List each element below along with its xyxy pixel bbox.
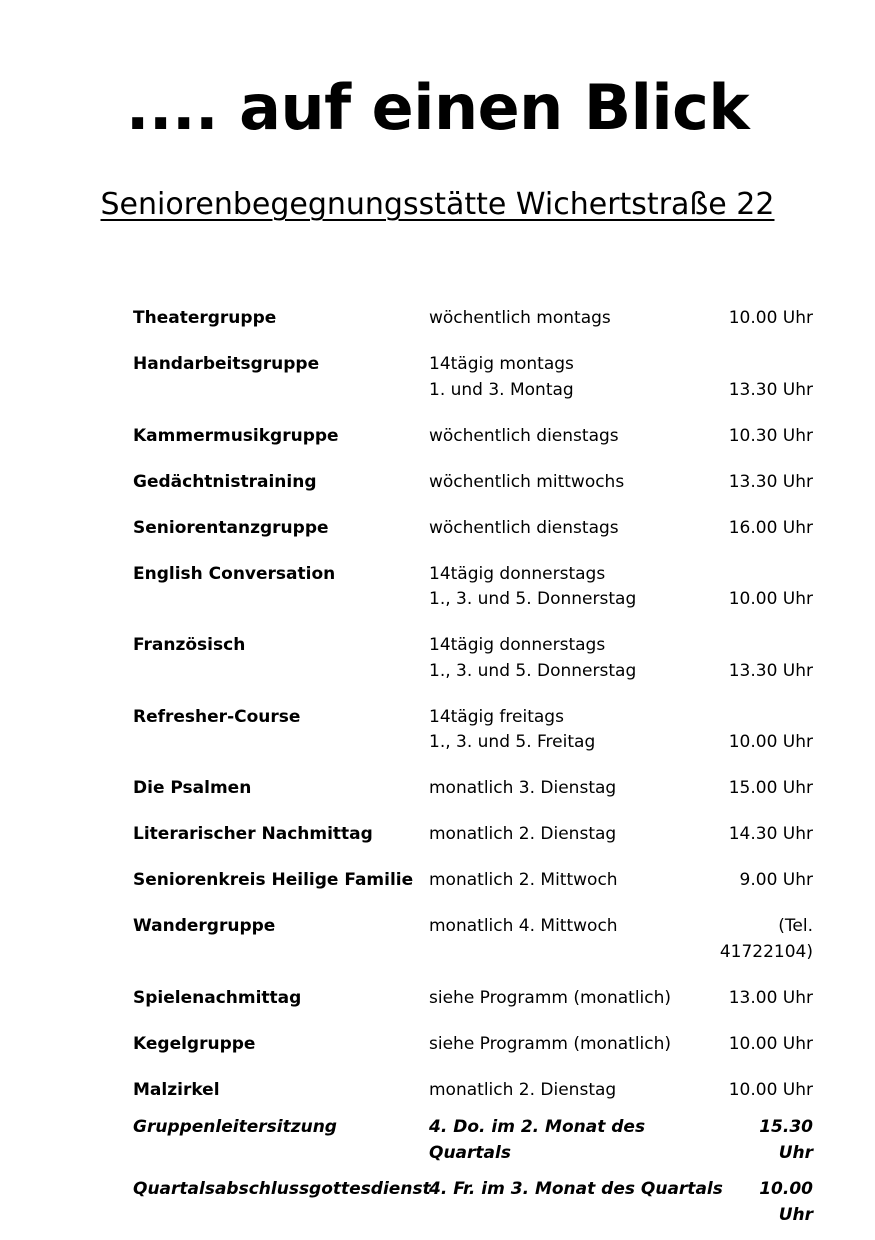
group-schedule bbox=[429, 633, 689, 684]
group-time: 10.00 Uhr bbox=[728, 1079, 813, 1100]
schedule-line: monatlich 3. Dienstag bbox=[429, 778, 617, 798]
group-name: Theatergruppe bbox=[133, 308, 277, 328]
group-name: Die Psalmen bbox=[133, 778, 252, 798]
group-time: 10.00 Uhr bbox=[728, 308, 813, 328]
schedule-line: siehe Programm (monatlich) bbox=[429, 987, 672, 1008]
group-row bbox=[133, 352, 813, 403]
schedule-line: wöchentlich mittwochs bbox=[429, 471, 625, 492]
schedule-line: monatlich 2. Dienstag bbox=[429, 824, 617, 844]
group-time: 10.00 Uhr bbox=[728, 1033, 813, 1054]
group-schedule bbox=[429, 776, 689, 802]
group-schedule bbox=[429, 306, 689, 332]
group-time: 13.30 Uhr bbox=[728, 660, 813, 681]
group-schedule bbox=[429, 562, 689, 613]
group-name: Gedächtnistraining bbox=[133, 471, 317, 492]
schedule-line: wöchentlich dienstags bbox=[429, 425, 619, 446]
group-schedule bbox=[429, 1032, 689, 1058]
page-title: .... auf einen Blick bbox=[125, 71, 750, 144]
group-row bbox=[133, 776, 813, 802]
schedule-line: 1., 3. und 5. Donnerstag bbox=[429, 589, 637, 609]
group-schedule bbox=[429, 914, 689, 965]
group-name: Kammermusikgruppe bbox=[133, 425, 339, 446]
special-event-name: Quartalsabschlussgottesdienst bbox=[133, 1179, 431, 1199]
group-name: Spielenachmittag bbox=[133, 987, 302, 1008]
special-event-name: Gruppenleitersitzung bbox=[133, 1117, 337, 1137]
group-name: Refresher-Course bbox=[133, 706, 301, 727]
venue-heading: Seniorenbegegnungsstätte Wichertstraße 22 bbox=[100, 187, 775, 222]
schedule-line: 14tägig donnerstags bbox=[429, 563, 606, 584]
group-schedule bbox=[429, 516, 689, 542]
schedule-line: 14tägig montags bbox=[429, 354, 574, 374]
group-row bbox=[133, 986, 813, 1012]
group-row bbox=[133, 562, 813, 613]
group-schedule bbox=[429, 1078, 689, 1104]
group-time: 10.00 Uhr bbox=[728, 732, 813, 752]
special-event-time: 15.30 Uhr bbox=[759, 1117, 813, 1163]
group-time: 14.30 Uhr bbox=[728, 824, 813, 844]
group-row bbox=[133, 914, 813, 965]
schedule-line: 1. und 3. Montag bbox=[429, 379, 574, 400]
group-schedule bbox=[429, 705, 689, 756]
group-schedule bbox=[429, 868, 689, 894]
group-row bbox=[133, 424, 813, 450]
group-schedule bbox=[429, 986, 689, 1012]
special-event-schedule: 4. Do. im 2. Monat des Quartals bbox=[429, 1117, 646, 1163]
group-time: 10.30 Uhr bbox=[728, 425, 813, 446]
special-event-time: 10.00 Uhr bbox=[759, 1179, 813, 1225]
special-events-list bbox=[133, 1114, 813, 1228]
group-row bbox=[133, 1032, 813, 1058]
schedule-line: monatlich 4. Mittwoch bbox=[429, 916, 618, 936]
group-time: 13.30 Uhr bbox=[728, 379, 813, 400]
group-schedule bbox=[429, 822, 689, 848]
group-name: Literarischer Nachmittag bbox=[133, 824, 373, 844]
group-time: (Tel. 41722104) bbox=[719, 916, 813, 962]
group-time: 16.00 Uhr bbox=[728, 517, 813, 538]
group-row bbox=[133, 1078, 813, 1104]
group-name: Kegelgruppe bbox=[133, 1033, 256, 1054]
schedule-line: wöchentlich montags bbox=[429, 308, 611, 328]
group-row bbox=[133, 705, 813, 756]
special-event-schedule: 4. Fr. im 3. Monat des Quartals bbox=[429, 1179, 723, 1199]
group-time: 13.00 Uhr bbox=[728, 987, 813, 1008]
schedule-line: 14tägig freitags bbox=[429, 706, 564, 727]
schedule-line: siehe Programm (monatlich) bbox=[429, 1033, 672, 1054]
schedule-line: monatlich 2. Mittwoch bbox=[429, 870, 618, 890]
group-schedule bbox=[429, 424, 689, 450]
group-name: Handarbeitsgruppe bbox=[133, 354, 320, 374]
group-time: 10.00 Uhr bbox=[728, 589, 813, 609]
group-name: Französisch bbox=[133, 635, 246, 655]
schedule-line: wöchentlich dienstags bbox=[429, 517, 619, 538]
group-name: Wandergruppe bbox=[133, 916, 276, 936]
group-row bbox=[133, 633, 813, 684]
group-name: Seniorenkreis Heilige Familie bbox=[133, 870, 414, 890]
group-schedule bbox=[429, 470, 689, 496]
group-schedule-list bbox=[133, 306, 813, 1103]
group-time: 13.30 Uhr bbox=[728, 471, 813, 492]
group-row bbox=[133, 306, 813, 332]
schedule-line: 1., 3. und 5. Freitag bbox=[429, 732, 596, 752]
special-event-row bbox=[133, 1114, 813, 1166]
schedule-line: 1., 3. und 5. Donnerstag bbox=[429, 660, 637, 681]
special-event-row bbox=[133, 1176, 813, 1228]
group-name: English Conversation bbox=[133, 563, 336, 584]
schedule-line: 14tägig donnerstags bbox=[429, 635, 606, 655]
group-time: 9.00 Uhr bbox=[739, 870, 813, 890]
group-row bbox=[133, 470, 813, 496]
group-schedule bbox=[429, 352, 689, 403]
group-row bbox=[133, 516, 813, 542]
group-name: Malzirkel bbox=[133, 1079, 220, 1100]
group-time: 15.00 Uhr bbox=[728, 778, 813, 798]
group-row bbox=[133, 868, 813, 894]
group-row bbox=[133, 822, 813, 848]
group-name: Seniorentanzgruppe bbox=[133, 517, 329, 538]
schedule-line: monatlich 2. Dienstag bbox=[429, 1079, 617, 1100]
